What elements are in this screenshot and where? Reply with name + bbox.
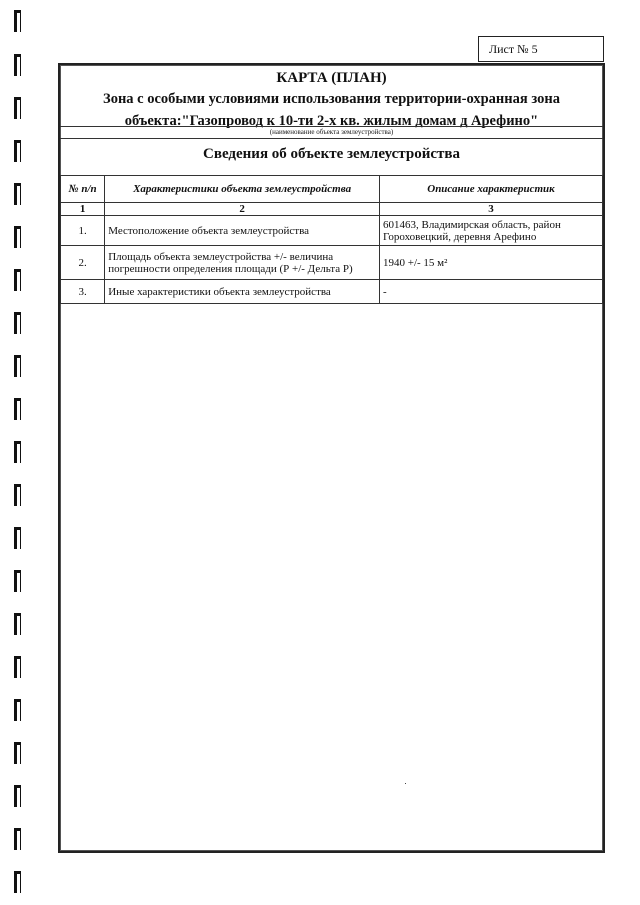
object-name-caption: (наименование объекта землеустройства) [60,126,603,139]
binding-mark [14,10,21,32]
column-number: 1 [61,203,105,216]
binding-mark [14,441,21,463]
row-description: - [379,280,602,304]
binding-mark [14,183,21,205]
header-characteristic: Характеристики объекта землеустройства [105,176,380,203]
column-number: 2 [105,203,380,216]
document-title: КАРТА (ПЛАН) [276,70,387,86]
row-number: 3. [61,280,105,304]
binding-mark [14,699,21,721]
table-header-row [61,176,603,203]
row-description: 1940 +/- 15 м² [379,246,602,280]
binding-mark [14,828,21,850]
binding-mark [14,742,21,764]
sheet-number: Лист № 5 [478,36,604,62]
section-title: Сведения об объекте землеустройства [203,146,460,162]
table-row [61,280,603,304]
binding-mark [14,527,21,549]
binding-mark [14,398,21,420]
binding-mark [14,613,21,635]
row-characteristic: Местоположение объекта землеустройства [105,216,380,246]
header-number: № п/п [61,176,105,203]
header-description: Описание характеристик [379,176,602,203]
zone-description-line1: Зона с особыми условиями использования территории-охранная зона [103,91,560,107]
title-block [60,66,603,131]
table-row [61,246,603,280]
binding-mark [14,140,21,162]
row-number: 1. [61,216,105,246]
object-info-table [60,175,603,304]
table-row [61,216,603,246]
binding-mark [14,484,21,506]
row-characteristic: Иные характеристики объекта землеустройства [105,280,380,304]
column-number-row [61,203,603,216]
binding-mark [14,785,21,807]
column-number: 3 [379,203,602,216]
binding-mark [14,97,21,119]
binding-mark [14,570,21,592]
row-characteristic: Площадь объекта землеустройства +/- величина погрешности определения площади (Р +/- Дельта Р) [105,246,380,280]
binding-mark [14,312,21,334]
binding-mark [14,54,21,76]
binding-mark [14,656,21,678]
scan-speck [405,783,406,784]
binding-holes [14,0,26,905]
binding-mark [14,355,21,377]
binding-mark [14,871,21,893]
row-number: 2. [61,246,105,280]
binding-mark [14,226,21,248]
row-description: 601463, Владимирская область, район Гороховецкий, деревня Арефино [379,216,602,246]
binding-mark [14,269,21,291]
zone-description-line2: объекта:"Газопровод к 10-ти 2-х кв. жилым домам д Арефино" [124,113,539,129]
